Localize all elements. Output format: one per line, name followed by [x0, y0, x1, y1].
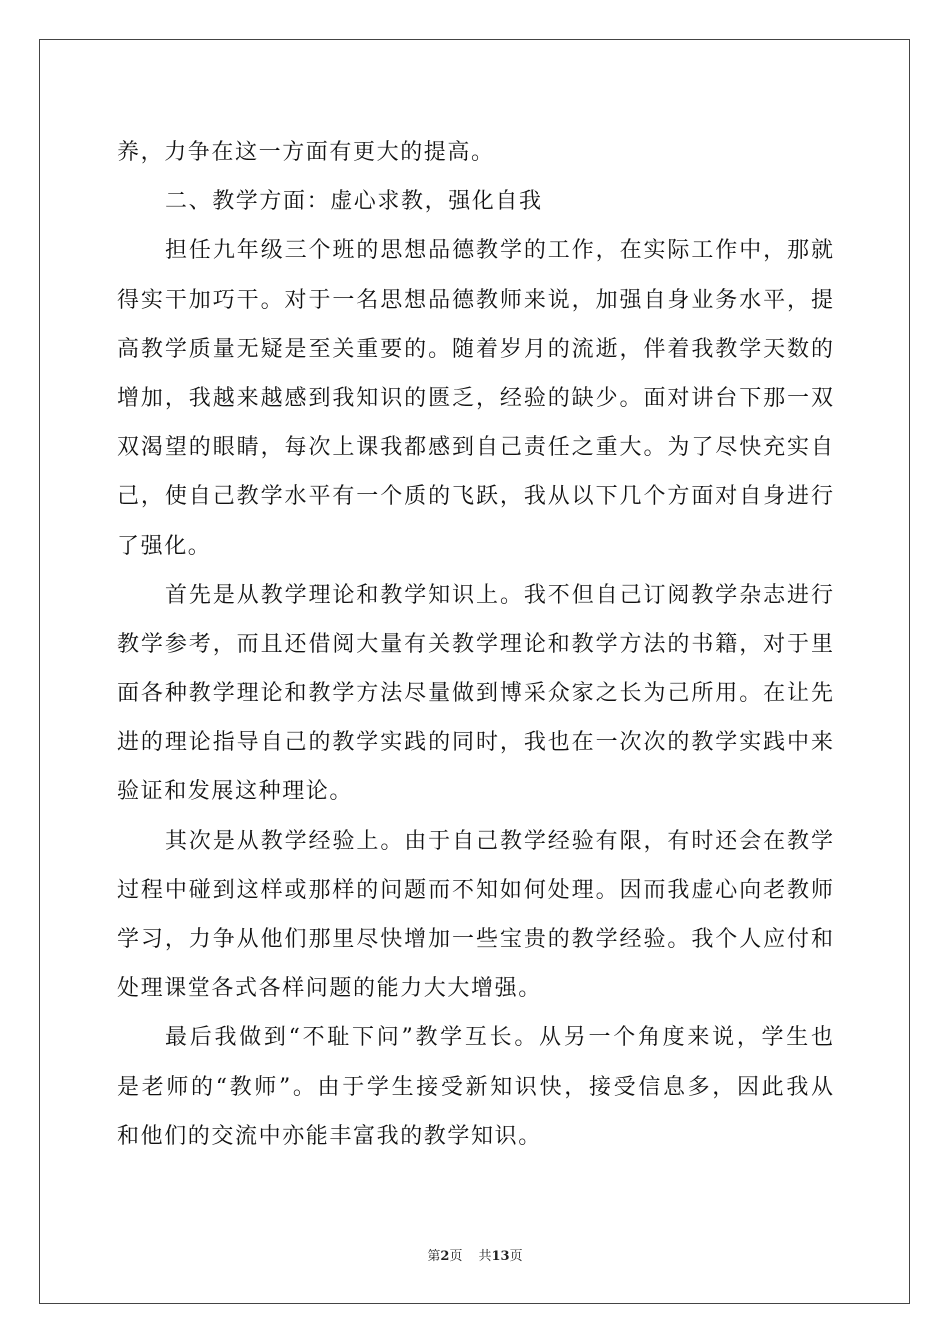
- text-line: 了强化。: [117, 533, 212, 559]
- text-line: 验证和发展这种理论。: [117, 779, 354, 805]
- total-prefix: 共: [478, 1249, 492, 1264]
- text-line: 增加，我越来越感到我知识的匮乏，经验的缺少。面对讲台下那一双: [117, 385, 833, 411]
- text-line: 得实干加巧干。对于一名思想品德教师来说，加强自身业务水平，提: [117, 287, 833, 313]
- page-number: 2: [440, 1249, 450, 1264]
- text-line: 其次是从教学经验上。由于自己教学经验有限，有时还会在教学: [165, 828, 833, 854]
- text-line: 最后我做到“不耻下问”教学互长。从另一个角度来说，学生也: [165, 1025, 833, 1051]
- text-line: 面各种教学理论和教学方法尽量做到博采众家之长为己所用。在让先: [117, 681, 833, 707]
- text-line: 学习，力争从他们那里尽快增加一些宝贵的教学经验。我个人应付和: [117, 927, 833, 952]
- text-line: 是老师的“教师”。由于学生接受新知识快，接受信息多，因此我从: [117, 1074, 833, 1100]
- page-indicator: [427, 1249, 462, 1264]
- page-prefix: 第: [427, 1249, 441, 1264]
- text-line: 担任九年级三个班的思想品德教学的工作，在实际工作中，那就: [165, 238, 833, 264]
- text-line: 高教学质量无疑是至关重要的。随着岁月的流逝，伴着我教学天数的: [117, 336, 833, 362]
- text-line: 进的理论指导自己的教学实践的同时，我也在一次次的教学实践中来: [117, 730, 833, 756]
- text-line: 处理课堂各式各样问题的能力大大增强。: [117, 976, 542, 1002]
- text-line: 双渴望的眼睛，每次上课我都感到自己责任之重大。为了尽快充实自: [117, 435, 833, 461]
- text-line: 过程中碰到这样或那样的问题而不知如何处理。因而我虚心向老教师: [117, 877, 833, 903]
- section-heading: 二、教学方面：虚心求教，强化自我: [165, 189, 543, 215]
- page-suffix: 页: [449, 1249, 463, 1264]
- document-body: [117, 128, 833, 1161]
- total-suffix: 页: [509, 1249, 523, 1264]
- text-line: 养，力争在这一方面有更大的提高。: [117, 140, 495, 165]
- text-line: 首先是从教学理论和教学知识上。我不但自己订阅教学杂志进行: [165, 582, 833, 608]
- text-line: 和他们的交流中亦能丰富我的教学知识。: [117, 1123, 542, 1149]
- total-pages: [478, 1249, 522, 1264]
- total-number: 13: [491, 1249, 510, 1264]
- text-line: 教学参考，而且还借阅大量有关教学理论和教学方法的书籍，对于里: [117, 631, 833, 657]
- text-line: 己，使自己教学水平有一个质的飞跃，我从以下几个方面对自身进行: [117, 484, 833, 510]
- page-footer: [0, 1245, 950, 1264]
